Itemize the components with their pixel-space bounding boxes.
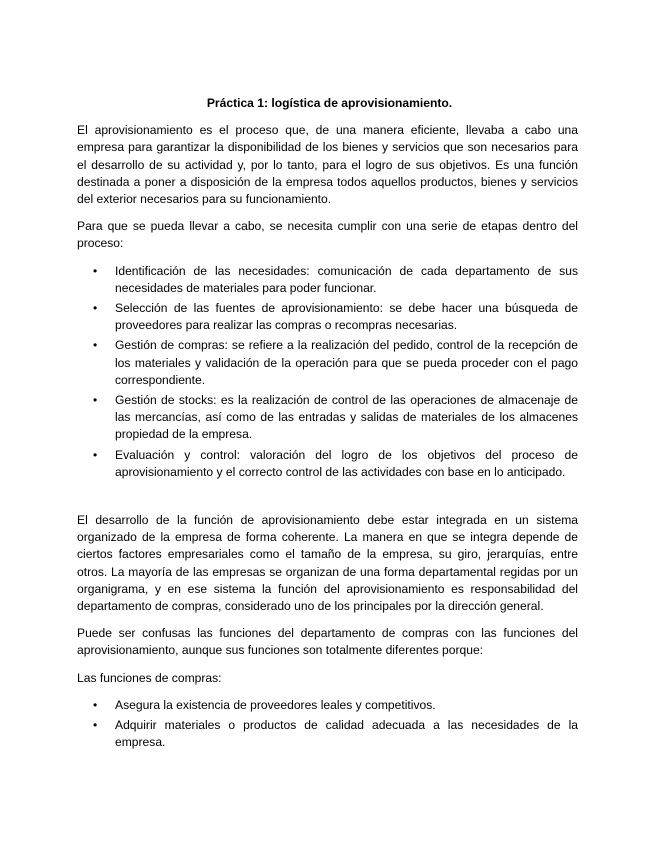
list-item xyxy=(77,447,578,481)
list-item-text: Selección de las fuentes de aprovisionamiento: se debe hacer una búsqueda de proveedores para realizar las compras o recompras necesarias. xyxy=(115,301,578,333)
purchase-functions-heading: Las funciones de compras: xyxy=(77,670,222,685)
spacer xyxy=(77,484,578,512)
purchase-functions-list xyxy=(77,697,578,752)
bullet-icon: • xyxy=(93,263,98,278)
bullet-icon: • xyxy=(93,393,98,408)
list-item-text: Identificación de las necesidades: comunicación de cada departamento de sus necesidades de materiales para poder funcionar. xyxy=(115,263,578,295)
list-item-text: Gestión de compras: se refiere a la realización del pedido, control de la recepción de los materiales y validación de la operación para que se pueda proceder con el pago correspondiente. xyxy=(115,338,578,387)
intro-paragraph: El aprovisionamiento es el proceso que, de una manera eficiente, llevaba a cabo una empresa para garantizar la disponibilidad de los bienes y servicios que son necesarios para el desarrollo de su actividad y, por lo tanto, para el logro de sus objetivos. Es una función destinada a poner a disposición de la empresa todos aquellos productos, bienes y servicios del exterior necesarios para su funcionamiento. xyxy=(77,123,578,207)
list-item-text: Gestión de stocks: es la realización de control de las operaciones de almacenaje de las mercancías, así como de las entradas y salidas de materiales de los almacenes propiedad de la empresa. xyxy=(115,393,578,442)
list-item-text: Asegura la existencia de proveedores leales y competitivos. xyxy=(115,697,436,712)
bullet-icon: • xyxy=(93,338,98,353)
bullet-icon: • xyxy=(93,447,98,462)
document-title: Práctica 1: logística de aprovisionamiento. xyxy=(206,96,453,110)
bullet-icon: • xyxy=(93,718,98,733)
list-item-text: Evaluación y control: valoración del logro de los objetivos del proceso de aprovisionamiento y el correcto control de las actividades con base en lo anticipado. xyxy=(115,447,578,479)
stages-intro-paragraph: Para que se pueda llevar a cabo, se necesita cumplir con una serie de etapas dentro del proceso: xyxy=(77,219,578,251)
list-item xyxy=(77,337,578,389)
list-item-text: Adquirir materiales o productos de calidad adecuada a las necesidades de la empresa. xyxy=(115,718,578,750)
list-item xyxy=(77,300,578,334)
organization-paragraph: El desarrollo de la función de aprovisionamiento debe estar integrada en un sistema organizado de la empresa de forma coherente. La manera en que se integra depende de ciertos factores empresariales como el tamaño de la empresa, su giro, jerarquías, entre otros. La mayoría de las empresas se organizan de una forma departamental regidas por un organigrama, y en ese sistema la función del aprovisionamiento es responsabilidad del departamento de compras, considerado uno de los principales por la dirección general. xyxy=(77,513,578,614)
distinction-paragraph: Puede ser confusas las funciones del departamento de compras con las funciones del aprovisionamiento, aunque sus funciones son totalmente diferentes porque: xyxy=(77,626,578,658)
list-item xyxy=(77,392,578,444)
list-item xyxy=(77,263,578,297)
list-item xyxy=(77,717,578,751)
stages-list xyxy=(77,263,578,481)
bullet-icon: • xyxy=(93,301,98,316)
bullet-icon: • xyxy=(93,697,98,712)
list-item xyxy=(77,697,578,714)
document-page xyxy=(77,95,578,755)
